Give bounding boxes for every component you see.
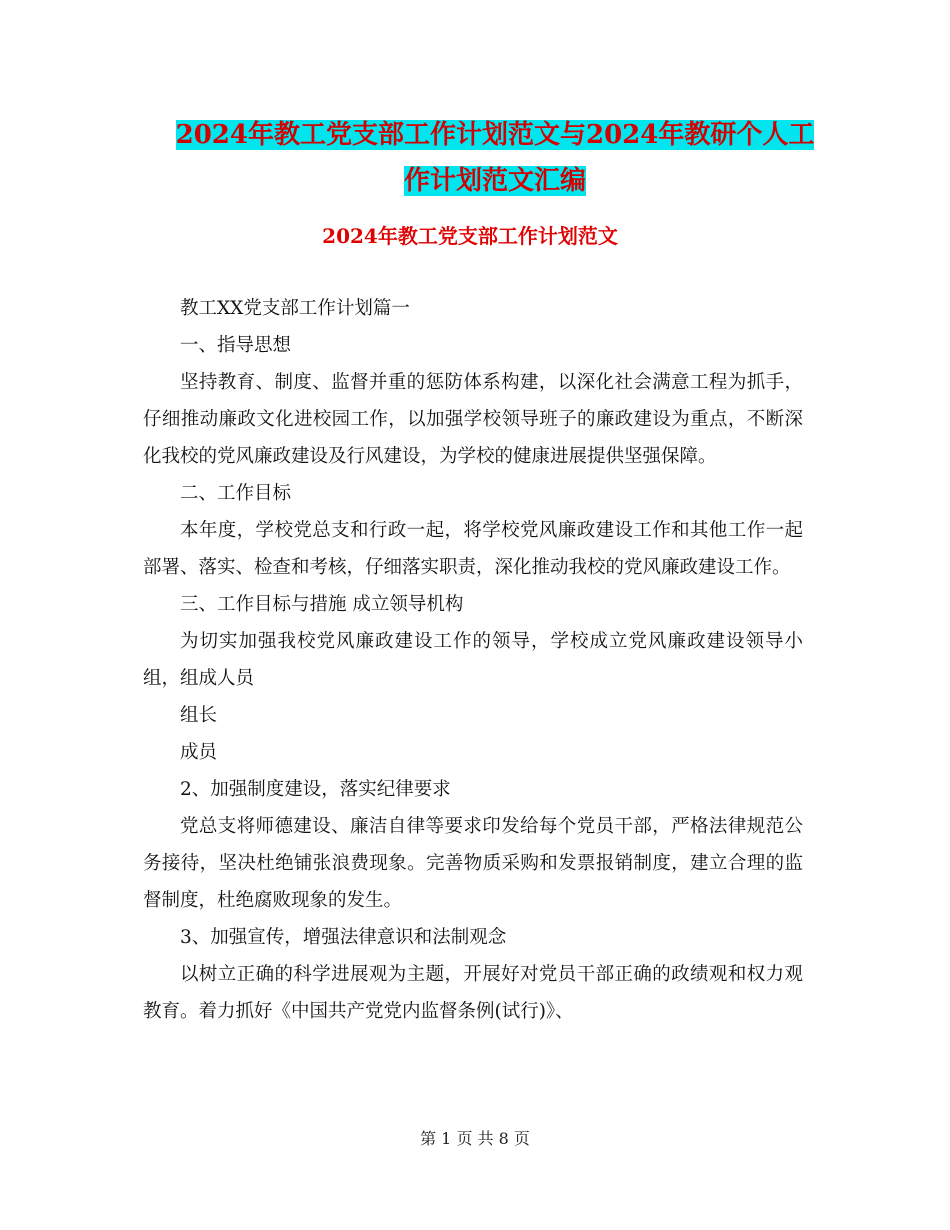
- document-title: [140, 112, 850, 204]
- paragraph-leader: 组长: [180, 705, 218, 726]
- paragraph-members: 成员: [180, 742, 218, 763]
- paragraph-system-building: 党总支将师德建设、廉洁自律等要求印发给每个党员干部，严格法律规范公务接待，坚决杜绝铺张浪费现象。完善物质采购和发票报销制度，建立合理的监督制度，杜绝腐败现象的发生。: [143, 816, 803, 911]
- paragraph-subtitle: 教工XX党支部工作计划篇一: [180, 298, 410, 319]
- paragraph-heading-4: 2、加强制度建设，落实纪律要求: [180, 779, 451, 800]
- paragraph-heading-5: 3、加强宣传，增强法律意识和法制观念: [180, 927, 507, 948]
- paragraph-heading-2: 二、工作目标: [180, 483, 292, 504]
- document-body: [143, 290, 803, 1030]
- page-footer: 第 1 页 共 8 页: [420, 1129, 530, 1148]
- paragraph-heading-3: 三、工作目标与措施 成立领导机构: [180, 594, 464, 615]
- section-title: 2024年教工党支部工作计划范文: [322, 224, 618, 248]
- document-title-line1: 2024年教工党支部工作计划范文与2024年教研个人工: [175, 120, 815, 150]
- document-title-line2: 作计划范文汇编: [403, 166, 586, 196]
- paragraph-publicity: 以树立正确的科学进展观为主题，开展好对党员干部正确的政绩观和权力观教育。着力抓好《中国共产党党内监督条例(试行)》、: [143, 964, 803, 1022]
- paragraph-guiding-ideology: 坚持教育、制度、监督并重的惩防体系构建，以深化社会满意工程为抓手，仔细推动廉政文化进校园工作，以加强学校领导班子的廉政建设为重点，不断深化我校的党风廉政建设及行风建设，为学校的健康进展提供坚强保障。: [143, 372, 803, 467]
- paragraph-heading-1: 一、指导思想: [180, 335, 292, 356]
- paragraph-work-goals: 本年度，学校党总支和行政一起，将学校党风廉政建设工作和其他工作一起部署、落实、检查和考核，仔细落实职责，深化推动我校的党风廉政建设工作。: [143, 520, 803, 578]
- paragraph-leadership-group: 为切实加强我校党风廉政建设工作的领导，学校成立党风廉政建设领导小组，组成人员: [143, 631, 803, 689]
